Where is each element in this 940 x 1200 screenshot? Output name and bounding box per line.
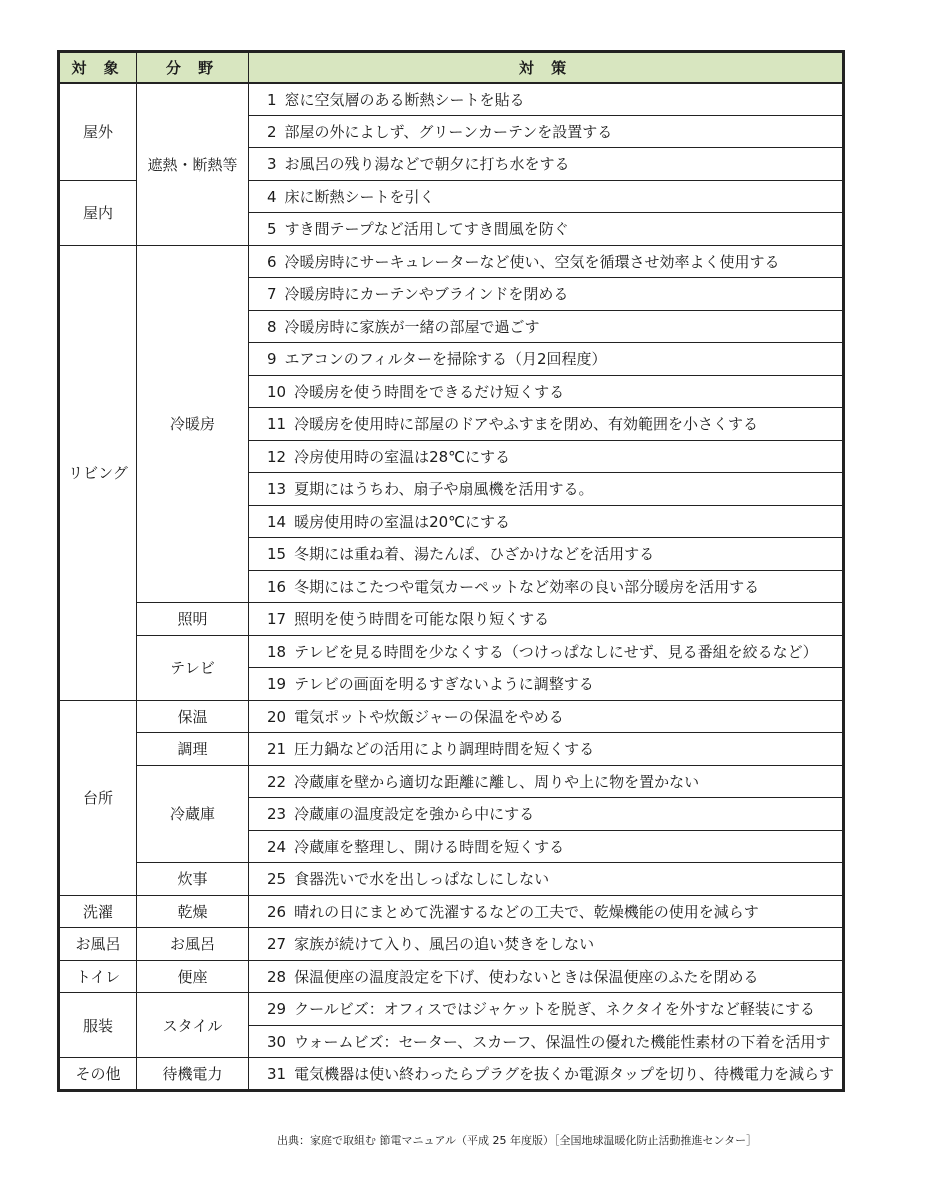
table-row (59, 83, 844, 116)
target-cell: トイレ (59, 960, 137, 993)
measure-text: エアコンのフィルターを掃除する（月2回程度） (284, 350, 607, 369)
measure-text: すき間テープなど活用してすき間風を防ぐ (284, 220, 569, 239)
header-measure: 対 策 (249, 52, 844, 83)
measure-text: お風呂の残り湯などで朝夕に打ち水をする (284, 155, 570, 174)
field-cell: 照明 (137, 603, 249, 636)
measure-cell (249, 83, 844, 116)
measure-number: 25 (267, 870, 287, 889)
measure-number: 14 (267, 512, 287, 531)
measure-text: 冷暖房時にサーキュレーターなど使い、空気を循環させ効率よく使用する (284, 252, 780, 271)
table-row (59, 245, 844, 278)
measure-cell (249, 538, 844, 571)
measure-number: 11 (267, 415, 287, 434)
measure-cell (249, 408, 844, 441)
measure-cell (249, 603, 844, 636)
table-row (59, 895, 844, 928)
measure-cell (249, 180, 844, 213)
measure-cell (249, 505, 844, 538)
measure-cell (249, 440, 844, 473)
measure-cell (249, 635, 844, 668)
header-field: 分 野 (137, 52, 249, 83)
table-header-row (59, 52, 844, 83)
field-cell: お風呂 (137, 928, 249, 961)
field-cell: 待機電力 (137, 1058, 249, 1091)
field-cell: スタイル (137, 993, 249, 1058)
measure-cell (249, 473, 844, 506)
field-cell: 冷蔵庫 (137, 765, 249, 863)
measure-text: 床に断熱シートを引く (284, 187, 435, 206)
measure-text: 冷暖房を使う時間をできるだけ短くする (294, 382, 565, 401)
measure-number: 13 (267, 480, 287, 499)
measure-cell (249, 668, 844, 701)
field-cell: 保温 (137, 700, 249, 733)
measure-text: 部屋の外によしず、グリーンカーテンを設置する (284, 122, 613, 141)
measure-text: 夏期にはうちわ、扇子や扇風機を活用する。 (294, 480, 594, 499)
measure-cell (249, 895, 844, 928)
measure-text: 暖房使用時の室温は20℃にする (294, 512, 511, 531)
measure-number: 19 (267, 675, 287, 694)
measure-cell (249, 765, 844, 798)
measure-text: 冷蔵庫を整理し、開ける時間を短くする (294, 837, 565, 856)
measure-text: 冷房使用時の室温は28℃にする (294, 447, 511, 466)
table-row (59, 765, 844, 798)
measure-number: 23 (267, 805, 287, 824)
measure-text: 窓に空気層のある断熱シートを貼る (284, 90, 525, 109)
measure-cell (249, 115, 844, 148)
measure-number: 6 (267, 252, 277, 271)
source-note: 出典：家庭で取組む 節電マニュアル（平成 25 年度版）［全国地球温暖化防止活動推進センター］ (277, 1134, 758, 1147)
measure-number: 7 (267, 285, 277, 304)
measure-text: 冷暖房時に家族が一緒の部屋で過ごす (284, 317, 540, 336)
measure-text: 冷暖房を使用時に部屋のドアやふすまを閉め、有効範囲を小さくする (294, 415, 759, 434)
field-cell: 遮熱・断熱等 (137, 83, 249, 246)
measure-number: 27 (267, 935, 287, 954)
measure-number: 4 (267, 187, 277, 206)
measure-cell (249, 213, 844, 246)
measure-text: 電気ポットや炊飯ジャーの保温をやめる (294, 707, 564, 726)
target-cell: リビング (59, 245, 137, 700)
measure-cell (249, 798, 844, 831)
measure-cell (249, 863, 844, 896)
measure-number: 5 (267, 220, 277, 239)
measure-number: 2 (267, 122, 277, 141)
measure-cell (249, 148, 844, 181)
table-row (59, 928, 844, 961)
table-row (59, 635, 844, 668)
measure-cell (249, 960, 844, 993)
table-row (59, 700, 844, 733)
measure-cell (249, 830, 844, 863)
field-cell: 便座 (137, 960, 249, 993)
measure-number: 10 (267, 382, 287, 401)
table-row (59, 993, 844, 1026)
target-cell: 服装 (59, 993, 137, 1058)
measure-cell (249, 733, 844, 766)
target-cell: 屋外 (59, 83, 137, 181)
target-cell: お風呂 (59, 928, 137, 961)
measure-cell (249, 1058, 844, 1091)
field-cell: 調理 (137, 733, 249, 766)
field-cell: 炊事 (137, 863, 249, 896)
measure-cell (249, 343, 844, 376)
measure-number: 9 (267, 350, 277, 369)
measure-cell (249, 278, 844, 311)
measure-number: 29 (267, 1000, 287, 1019)
measure-number: 24 (267, 837, 287, 856)
measure-text: 冷蔵庫を壁から適切な距離に離し、周りや上に物を置かない (294, 772, 700, 791)
measure-number: 22 (267, 772, 287, 791)
measure-number: 28 (267, 967, 287, 986)
target-cell: 台所 (59, 700, 137, 895)
energy-saving-table (57, 50, 845, 1092)
measure-text: 冷暖房時にカーテンやブラインドを閉める (284, 285, 569, 304)
measure-text: 家族が続けて入り、風呂の追い焚きをしない (294, 935, 595, 954)
measure-text: 冬期には重ね着、湯たんぽ、ひざかけなどを活用する (294, 545, 655, 564)
measure-number: 12 (267, 447, 287, 466)
target-cell: その他 (59, 1058, 137, 1091)
header-target: 対 象 (59, 52, 137, 83)
target-cell: 洗濯 (59, 895, 137, 928)
measure-number: 16 (267, 577, 287, 596)
measure-cell (249, 928, 844, 961)
field-cell: 乾燥 (137, 895, 249, 928)
measure-number: 1 (267, 90, 277, 109)
measure-cell (249, 375, 844, 408)
measure-number: 30 (267, 1032, 287, 1051)
target-cell: 屋内 (59, 180, 137, 245)
measure-number: 21 (267, 740, 287, 759)
field-cell: テレビ (137, 635, 249, 700)
measure-cell (249, 245, 844, 278)
measure-cell (249, 310, 844, 343)
measure-text: 圧力鍋などの活用により調理時間を短くする (294, 740, 595, 759)
measure-number: 20 (267, 707, 287, 726)
measure-number: 3 (267, 155, 277, 174)
measure-number: 31 (267, 1064, 287, 1083)
table-row (59, 1058, 844, 1091)
field-cell: 冷暖房 (137, 245, 249, 603)
measure-text: テレビの画面を明るすぎないように調整する (294, 675, 594, 694)
table-row (59, 733, 844, 766)
measure-text: 保温便座の温度設定を下げ、使わないときは保温便座のふたを閉める (294, 967, 759, 986)
measure-cell (249, 993, 844, 1026)
measure-cell (249, 700, 844, 733)
measure-number: 17 (267, 610, 287, 629)
table-body (59, 83, 844, 1091)
table-row (59, 960, 844, 993)
measure-text: 晴れの日にまとめて洗濯するなどの工夫で、乾燥機能の使用を減らす (294, 902, 759, 921)
table-row (59, 863, 844, 896)
measure-text: 冬期にはこたつや電気カーペットなど効率の良い部分暖房を活用する (294, 577, 760, 596)
measure-text: 冷蔵庫の温度設定を強から中にする (294, 805, 535, 824)
measure-cell (249, 1025, 844, 1058)
measure-number: 15 (267, 545, 287, 564)
measure-number: 8 (267, 317, 277, 336)
measure-number: 18 (267, 642, 287, 661)
table-row (59, 603, 844, 636)
measure-text: テレビを見る時間を少なくする（つけっぱなしにせず、見る番組を絞るなど） (294, 642, 818, 661)
measure-text: 照明を使う時間を可能な限り短くする (294, 610, 550, 629)
measure-text: ウォームビズ：セーター、スカーフ、保温性の優れた機能性素材の下着を活用す (294, 1032, 831, 1051)
measure-text: クールビズ：オフィスではジャケットを脱ぎ、ネクタイを外すなど軽装にする (294, 1000, 815, 1019)
measure-number: 26 (267, 902, 287, 921)
measure-text: 食器洗いで水を出しっぱなしにしない (294, 870, 550, 889)
measure-text: 電気機器は使い終わったらプラグを抜くか電源タップを切り、待機電力を減らす (294, 1064, 834, 1083)
measure-cell (249, 570, 844, 603)
